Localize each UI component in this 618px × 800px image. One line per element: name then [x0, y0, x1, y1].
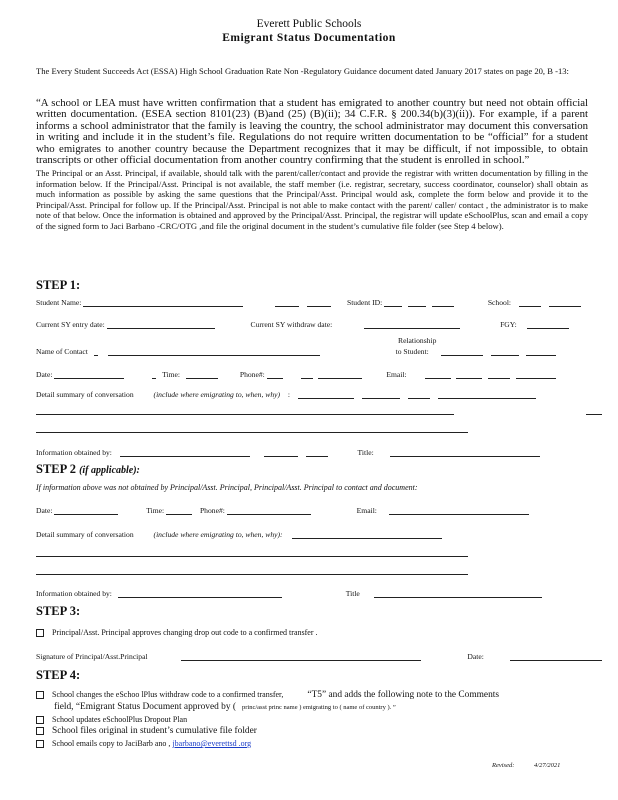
detail-line-1a[interactable]	[36, 414, 454, 415]
date-field[interactable]	[54, 370, 124, 379]
step2-info-field[interactable]	[118, 589, 282, 598]
sy-entry-label: Current SY entry date:	[36, 320, 105, 329]
step2-date-field[interactable]	[54, 506, 118, 515]
student-info-row	[36, 298, 588, 307]
to-student-label: to Student:	[395, 347, 429, 356]
time-field[interactable]	[186, 370, 218, 379]
student-id-field-3[interactable]	[432, 298, 454, 307]
phone-label: Phone#:	[239, 370, 265, 379]
step4-item-1-cont: field, “Emigrant Status Document approved by ( princ/asst princ name ) emigrating to ( name of country ). ”	[54, 702, 396, 712]
detail-field-4[interactable]	[438, 390, 536, 399]
detail-line-2[interactable]	[36, 432, 468, 433]
contact-name-field[interactable]	[108, 347, 320, 356]
org-name: Everett Public Schools	[256, 18, 362, 30]
step2-info-row	[36, 589, 588, 598]
fgy-label: FGY:	[500, 320, 517, 329]
step2-detail-line-2[interactable]	[36, 574, 468, 575]
info-obtained-row	[36, 448, 588, 457]
sy-withdraw-field[interactable]	[364, 320, 460, 329]
info-obtained-field[interactable]	[120, 448, 250, 457]
relationship-field-2[interactable]	[491, 347, 519, 356]
student-name-label: Student Name:	[36, 298, 82, 307]
step4-item-4: School emails copy to JaciBarb ano , jbarbano@everettsd .org	[36, 739, 251, 748]
student-name-field-2[interactable]	[275, 298, 299, 307]
relationship-field-3[interactable]	[526, 347, 556, 356]
step2-detail-line-1[interactable]	[36, 556, 468, 557]
email-link[interactable]: jbarbano@everettsd .org	[172, 739, 252, 748]
sy-withdraw-label: Current SY withdraw date:	[250, 320, 333, 329]
detail-field[interactable]	[298, 390, 354, 399]
step2-instruction: If information above was not obtained by Principal/Asst. Principal, Principal/Asst. Principal to contact and document:	[36, 483, 418, 492]
step2-detail-field[interactable]	[292, 530, 442, 539]
step4-checkbox-3[interactable]	[36, 727, 44, 735]
email-field-4[interactable]	[516, 370, 556, 379]
step2-title-label: Title	[345, 589, 360, 598]
step3-heading: STEP 3:	[36, 604, 81, 618]
detail-field-2[interactable]	[362, 390, 400, 399]
step4-item-3: School files original in student’s cumulative file folder	[36, 726, 257, 736]
step2-email-label: Email:	[356, 506, 377, 515]
signature-label: Signature of Principal/Asst.Principal	[36, 652, 148, 661]
time-label: Time:	[162, 370, 181, 379]
signature-field[interactable]	[181, 652, 421, 661]
step2-contact-row	[36, 506, 588, 515]
detail-line-1b[interactable]	[586, 414, 602, 415]
email-field[interactable]	[425, 370, 451, 379]
contact-details-row	[36, 370, 588, 379]
step2-time-label: Time:	[146, 506, 165, 515]
contact-label: Name of Contact	[36, 347, 88, 356]
detail-hint: (include where emigrating to, when, why)	[153, 390, 281, 399]
info-obtained-field-2[interactable]	[264, 448, 298, 457]
step2-detail-label: Detail summary of conversation	[36, 530, 134, 539]
email-field-2[interactable]	[456, 370, 482, 379]
email-label: Email:	[386, 370, 407, 379]
revised-footer: Revised: 4/27/2021	[492, 762, 561, 769]
sy-dates-row	[36, 320, 588, 329]
student-name-field-3[interactable]	[307, 298, 331, 307]
relationship-field[interactable]	[441, 347, 483, 356]
title-label: Title:	[357, 448, 374, 457]
student-name-field[interactable]	[83, 298, 243, 307]
step2-time-field[interactable]	[166, 506, 192, 515]
step4-heading: STEP 4:	[36, 668, 81, 682]
date-label: Date:	[36, 370, 53, 379]
document-title: Emigrant Status Documentation	[222, 32, 396, 44]
step2-phone-label: Phone#:	[199, 506, 225, 515]
step4-item-1: School changes the eSchoo lPlus withdraw code to a confirmed transfer, “T5” and adds the following note to the Comments	[36, 690, 499, 700]
detail-row: Detail summary of conversation (include where emigrating to, when, why) :	[36, 390, 588, 399]
step2-phone-field[interactable]	[227, 506, 311, 515]
detail-field-3[interactable]	[408, 390, 430, 399]
step4-checkbox-2[interactable]	[36, 716, 44, 724]
relationship-label: Relationship	[398, 336, 437, 345]
school-label: School:	[487, 298, 512, 307]
step3-checkbox[interactable]	[36, 629, 44, 637]
email-field-3[interactable]	[488, 370, 510, 379]
step1-heading: STEP 1:	[36, 278, 81, 292]
info-obtained-label: Information obtained by:	[36, 448, 112, 457]
step3-approval: Principal/Asst. Principal approves changing drop out code to a confirmed transfer .	[36, 628, 317, 637]
step2-heading: STEP 2 (if applicable):	[36, 462, 140, 476]
student-id-field-2[interactable]	[408, 298, 426, 307]
phone-field-2[interactable]	[301, 370, 313, 379]
student-id-label: Student ID:	[346, 298, 383, 307]
step2-title-field[interactable]	[374, 589, 542, 598]
step4-checkbox-1[interactable]	[36, 691, 44, 699]
school-field[interactable]	[519, 298, 541, 307]
procedure-paragraph: The Principal or an Asst. Principal, if available, should talk with the parent/caller/contact and provide the registrar with written documentation by filling in the information below. If the Principal/Asst. Principal is not available, the staff member (i.e. registrar, secretary, success coordinator, counselor) shall obtain as much information as possible by asking the same questions that the Principal/Asst. Principal would ask, complete the form below and provide it to the Principal/Asst. Principal for follow up. If the Principal/Asst. Principal is not able to make contact with the parent/ caller/ contact , the administrator is to make note of that below. Once the information is obtained and approved by the Principal/Asst. Principal, the registrar will update eSchoolPlus, scan and email a copy of the signed form to Jaci Barbano -CRC/OTG ,and file the original document in the student’s cumulative file folder (see Step 4 below).	[36, 168, 588, 231]
info-obtained-field-3[interactable]	[306, 448, 328, 457]
step2-info-label: Information obtained by:	[36, 589, 112, 598]
fgy-field[interactable]	[527, 320, 569, 329]
signature-row	[36, 652, 588, 661]
step4-checkbox-4[interactable]	[36, 740, 44, 748]
step4-item-2: School updates eSchoolPlus Dropout Plan	[36, 715, 187, 724]
step3-date-label: Date:	[467, 652, 484, 661]
intro-paragraph: The Every Student Succeeds Act (ESSA) High School Graduation Rate Non -Regulatory Guidance document dated January 2017 states on page 20, B -13:	[36, 66, 569, 76]
student-id-field[interactable]	[384, 298, 402, 307]
step2-email-field[interactable]	[389, 506, 529, 515]
step2-detail-row	[36, 530, 588, 539]
step2-date-label: Date:	[36, 506, 53, 515]
step2-detail-hint: (include where emigrating to, when, why):	[153, 530, 283, 539]
step3-date-field[interactable]	[510, 652, 602, 661]
essa-quote: “A school or LEA must have written confirmation that a student has emigrated to another country but need not obtain official written documentation. (ESEA section 8101(23) (B)and (25) (B)(ii); 34 C.F.R. § 200.34(b)(3)(ii)). For example, if a parent informs a school administrator that the family is leaving the country, the school administrator may document this conversation in writing and include it in the student’s file. Regulations do not require written documentation to be “official” for a student who emigrates to another country because the Department recognizes that it may be difficult, if not impossible, to obtain transcripts or other official documentation from another country confirming that the student is enrolled in school.”	[36, 97, 588, 167]
contact-row	[36, 347, 588, 356]
title-field[interactable]	[390, 448, 540, 457]
sy-entry-field[interactable]	[107, 320, 215, 329]
school-field-2[interactable]	[549, 298, 581, 307]
detail-label: Detail summary of conversation	[36, 390, 134, 399]
phone-field-3[interactable]	[318, 370, 362, 379]
phone-field[interactable]	[267, 370, 283, 379]
